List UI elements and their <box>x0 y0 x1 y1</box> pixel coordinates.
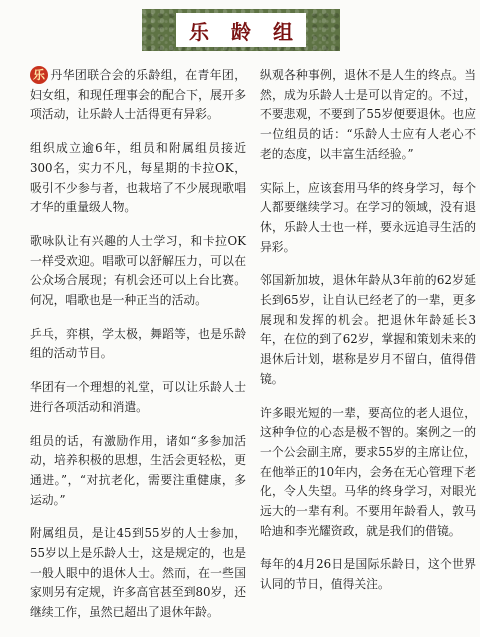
title-banner <box>142 9 340 51</box>
paragraph: 纵观各种事例，退休不是人生的终点。当然，成为乐龄人士是可以肯定的。不过，不要悲观，不要到了55岁便要退休。也应一位组员的话：“乐龄人士应有人老心不老的态度，以丰富生活经验。” <box>260 68 476 161</box>
paragraph: 实际上，应该套用马华的终身学习，每个人都要继续学习。在学习的领域，没有退休，乐龄人士也一样，要永远追寻生活的异彩。 <box>260 180 476 254</box>
paragraph: 每年的4月26日是国际乐龄日，这个世界认同的节日，值得关注。 <box>260 557 476 592</box>
paragraph: 歌咏队让有兴趣的人士学习，和卡拉OK一样受欢迎。唱歌可以舒解压力，可以在公众场合展现；有机会还可以上台比赛。何况，唱歌也是一种正当的活动。 <box>30 233 246 308</box>
title-panel <box>176 13 315 47</box>
page-title: 乐龄组 <box>189 19 315 44</box>
right-column <box>260 66 476 609</box>
left-column <box>30 66 246 637</box>
paragraph: 邻国新加坡，退休年龄从3年前的62岁延长到65岁，让自认已经老了的一辈，更多展现和发挥的机会。把退休年龄延长3年，在位的到了62岁，掌握和策划未来的退休后计划，堪称是岁月不留白，值得借镜。 <box>260 273 476 386</box>
paragraph: 附属组员，是让45到55岁的人士参加，55岁以上是乐龄人士，这是规定的，也是一般人眼中的退休人士。然而，在一些国家则另有定规，许多高官甚至到80岁，还继续工作，虽然已超出了退休年龄。 <box>30 526 246 620</box>
paragraph: 许多眼光短的一辈，要高位的老人退位，这种争位的心态是极不智的。案例之一的一个公会副主席，要求55岁的主席让位，在他举正的10年内，会务在无心管理下老化，令人失望。马华的终身学习，对眼光远大的一辈有利。不要用年龄看人，敦马哈迪和李光耀资政，就是我们的借镜。 <box>260 405 476 538</box>
dropcap-badge: 乐 <box>30 66 48 84</box>
paragraph: 组员的话，有激励作用，诸如“多参加活动，培养积极的思想，生活会更轻松，更通进。”，“对抗老化，需要注重健康，多运动。” <box>30 433 246 507</box>
paragraph: 华团有一个理想的礼堂，可以让乐龄人士进行各项活动和消遣。 <box>30 380 246 414</box>
paragraph-text: 丹华团联合会的乐龄组，在青年团，妇女组，和现任理事会的配合下，展开多项活动，让乐龄人士活得更有异彩。 <box>30 68 246 122</box>
paragraph: 组织成立逾6年，组员和附属组员接近300名，实力不凡，每星期的卡拉OK，吸引不少参与者，也栽培了不少展现歌唱才华的重量级人物。 <box>30 141 246 215</box>
paragraph: 乒乓，弈棋，学太极，舞蹈等，也是乐龄组的活动节目。 <box>30 326 246 361</box>
paragraph <box>30 66 246 125</box>
